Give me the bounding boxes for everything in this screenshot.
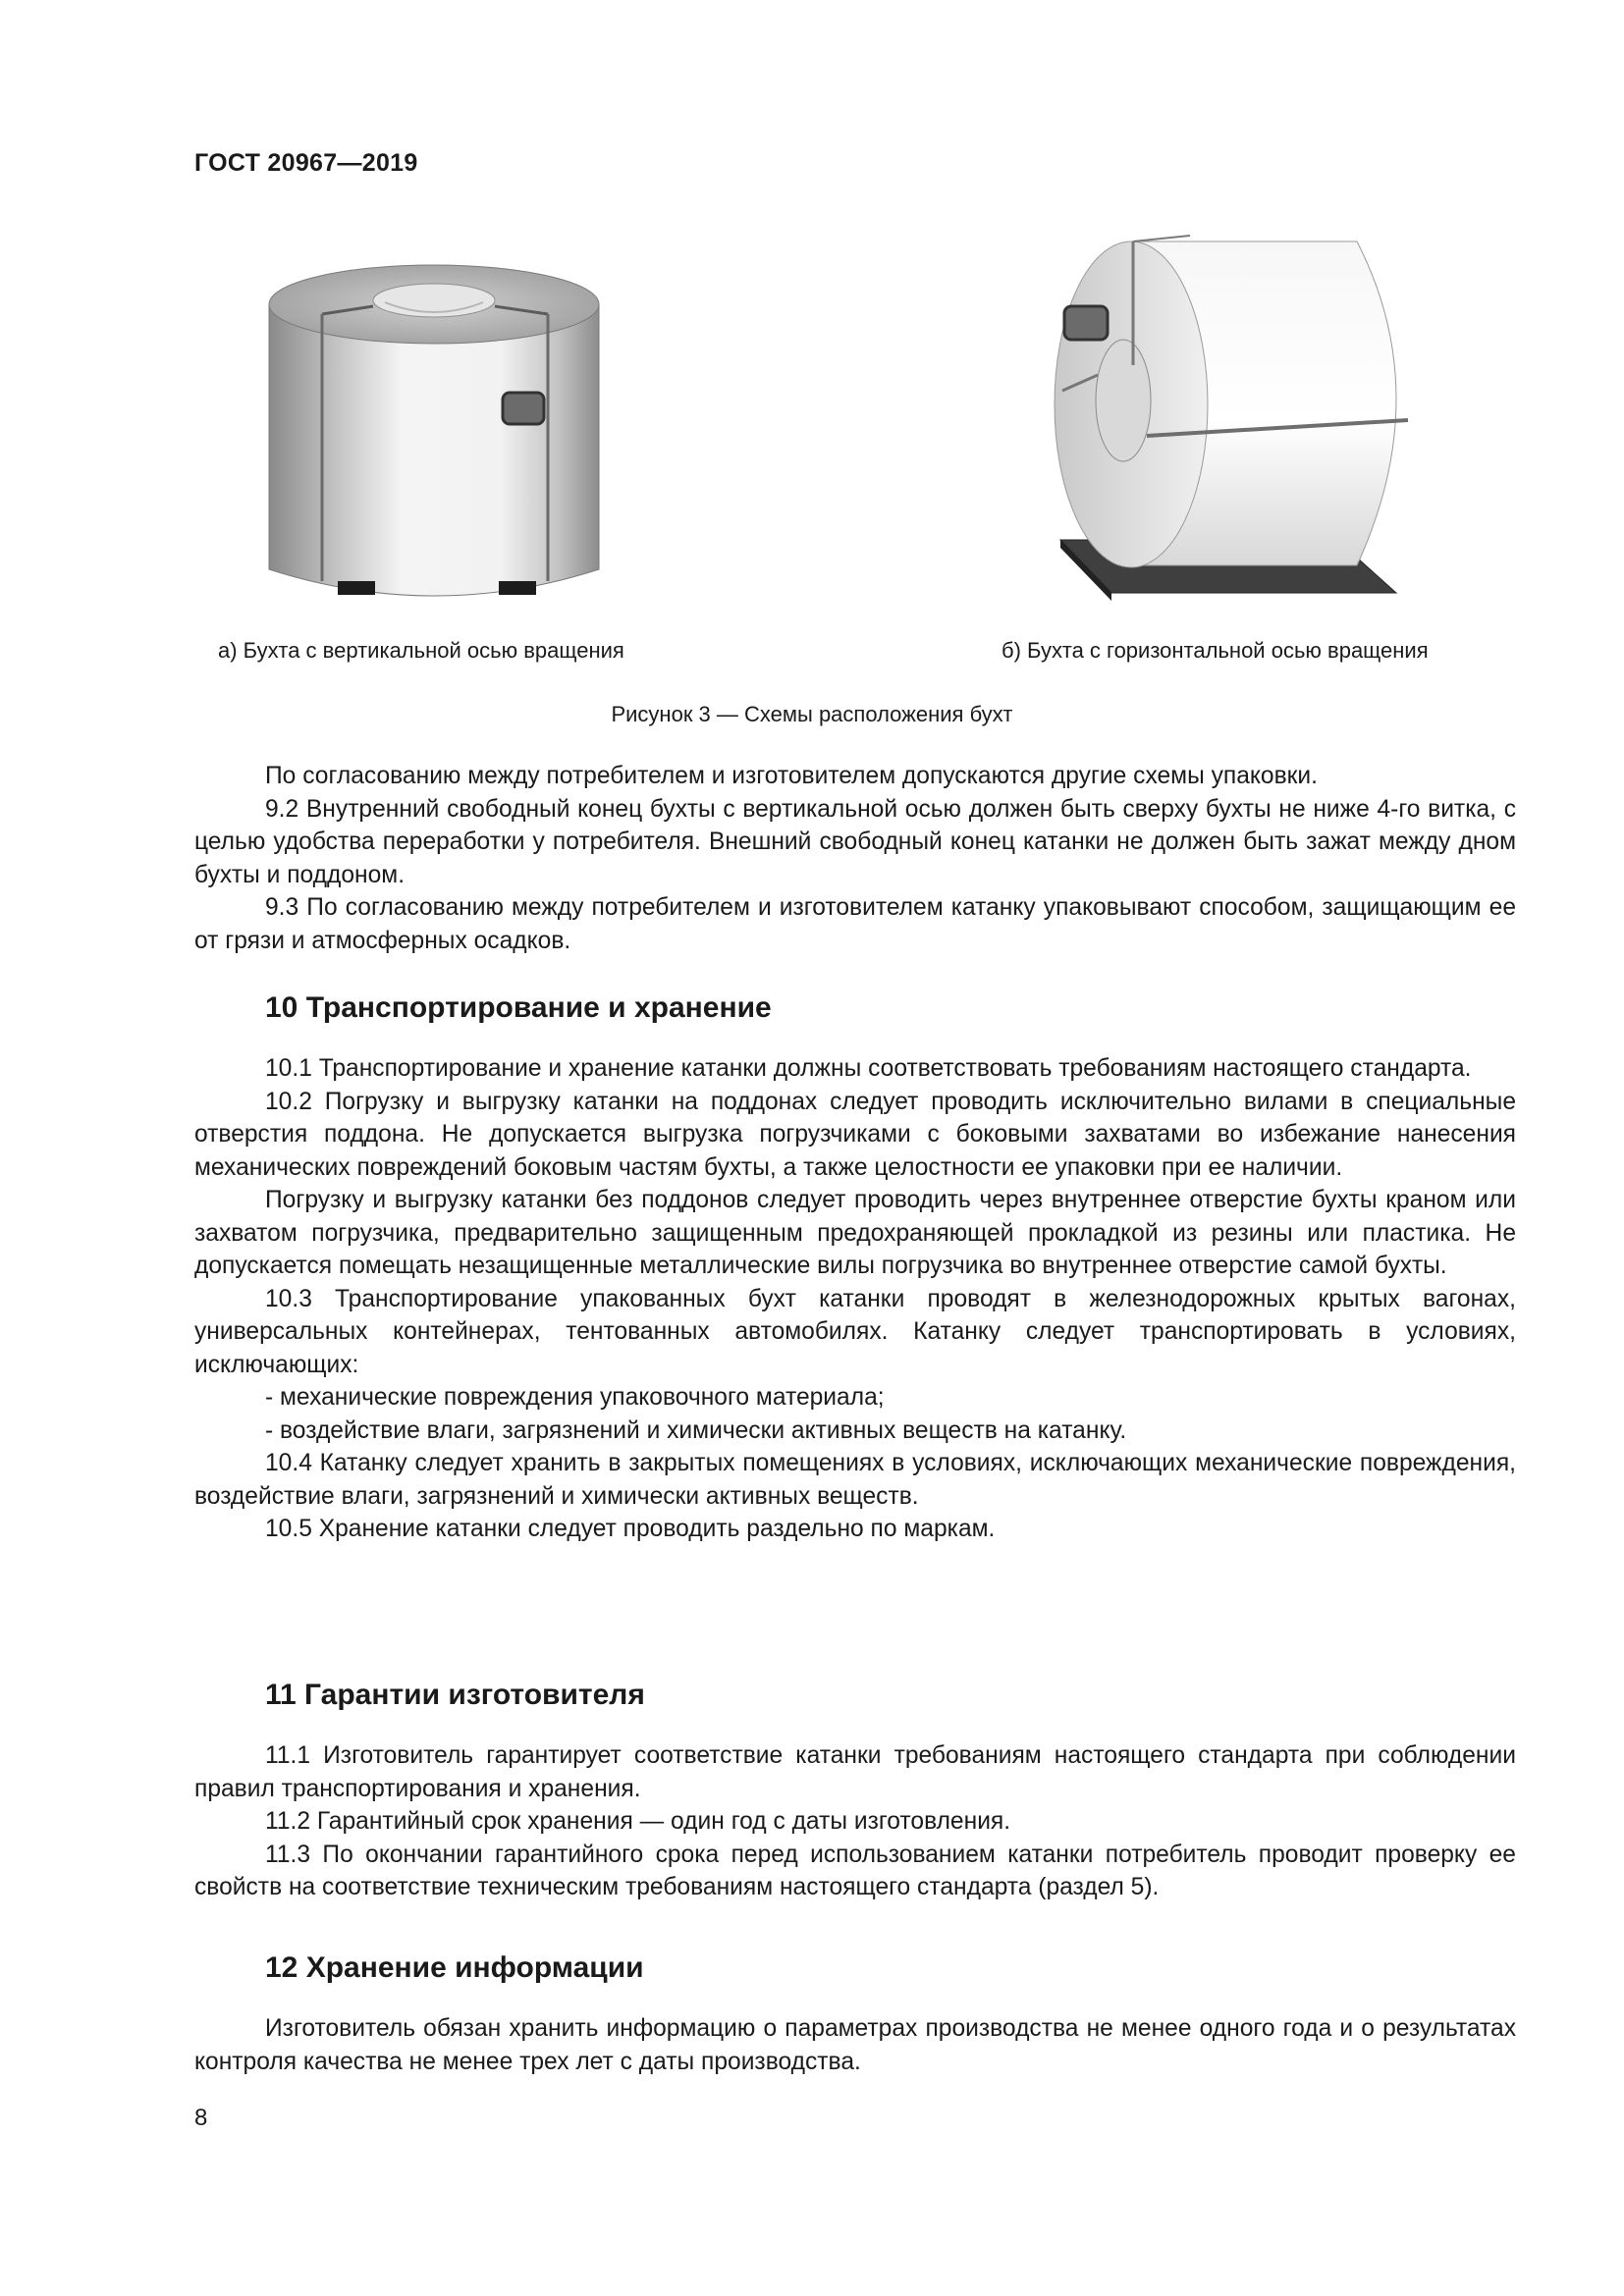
paragraph-10-2: 10.2 Погрузку и выгрузку катанки на поддонах следует проводить исключительно вилами в специальные отверстия поддона. Не допускается выгрузка погрузчиками с боковыми захватами во избежание нанесения механических повреждений боковым частям бухты, а также целостности ее упаковки при ее наличии. [194,1088,1516,1181]
section-11-heading: 11 Гарантии изготовителя [265,1679,645,1711]
document-header: ГОСТ 20967—2019 [194,149,418,177]
list-item: - воздействие влаги, загрязнений и химически активных веществ на катанку. [265,1416,1127,1444]
paragraph-9-3: 9.3 По согласованию между потребителем и изготовителем катанку упаковывают способом, защищающим ее от грязи и атмосферных осадков. [194,894,1516,954]
figure-caption-b: б) Бухта с горизонтальной осью вращения [1001,638,1429,663]
paragraph-9-2: 9.2 Внутренний свободный конец бухты с вертикальной осью должен быть сверху бухты не ниже 4-го витка, с целью удобства переработки у потребителя. Внешний свободный конец катанки не должен быть зажат между дном бухты и поддоном. [194,795,1516,888]
section-9-continuation [194,760,1516,957]
section-10-heading: 10 Транспортирование и хранение [265,991,772,1024]
paragraph-10-1: 10.1 Транспортирование и хранение катанки должны соответствовать требованиям настоящего стандарта. [265,1055,1472,1082]
page-number: 8 [194,2105,208,2131]
horizontal-coil-illustration [1043,228,1435,601]
list-item: - механические повреждения упаковочного материала; [265,1384,885,1411]
section-12-heading: 12 Хранение информации [265,1951,644,1984]
paragraph-10-3: 10.3 Транспортирование упакованных бухт катанки проводят в железнодорожных крытых вагонах, универсальных контейнерах, тентованных автомобилях. Катанку следует транспортировать в условиях, исключающих: [194,1285,1516,1378]
section-12-body [194,2012,1516,2078]
figure-title: Рисунок 3 — Схемы расположения бухт [611,702,1013,726]
paragraph-11-2: 11.2 Гарантийный срок хранения — один год с даты изготовления. [265,1808,1011,1835]
paragraph-11-3: 11.3 По окончании гарантийного срока перед использованием катанки потребитель проводит проверку ее свойств на соответствие техническим требованиям настоящего стандарта (раздел 5). [194,1841,1516,1900]
figure-caption-a: а) Бухта с вертикальной осью вращения [218,638,624,663]
section-10-body [194,1052,1516,1546]
section-11-body [194,1739,1516,1904]
paragraph-10-2-cont: Погрузку и выгрузку катанки без поддонов следует проводить через внутреннее отверстие бухты краном или захватом погрузчика, предварительно защищенным предохраняющей прокладкой из резины или пластика. Не допускается помещать незащищенные металлические вилы погрузчика во внутреннее отверстие самой бухты. [194,1187,1516,1279]
paragraph-11-1: 11.1 Изготовитель гарантирует соответствие катанки требованиям настоящего стандарта при соблюдении правил транспортирования и хранения. [194,1742,1516,1802]
vertical-coil-illustration [257,257,611,611]
paragraph-10-4: 10.4 Катанку следует хранить в закрытых помещениях в условиях, исключающих механические повреждения, воздействие влаги, загрязнений и химически активных веществ. [194,1450,1516,1510]
paragraph-10-5: 10.5 Хранение катанки следует проводить раздельно по маркам. [265,1516,996,1542]
paragraph: По согласованию между потребителем и изготовителем допускаются другие схемы упаковки. [265,763,1319,789]
paragraph-12: Изготовитель обязан хранить информацию о параметрах производства не менее одного года и о результатах контроля качества не менее трех лет с даты производства. [194,2015,1516,2075]
